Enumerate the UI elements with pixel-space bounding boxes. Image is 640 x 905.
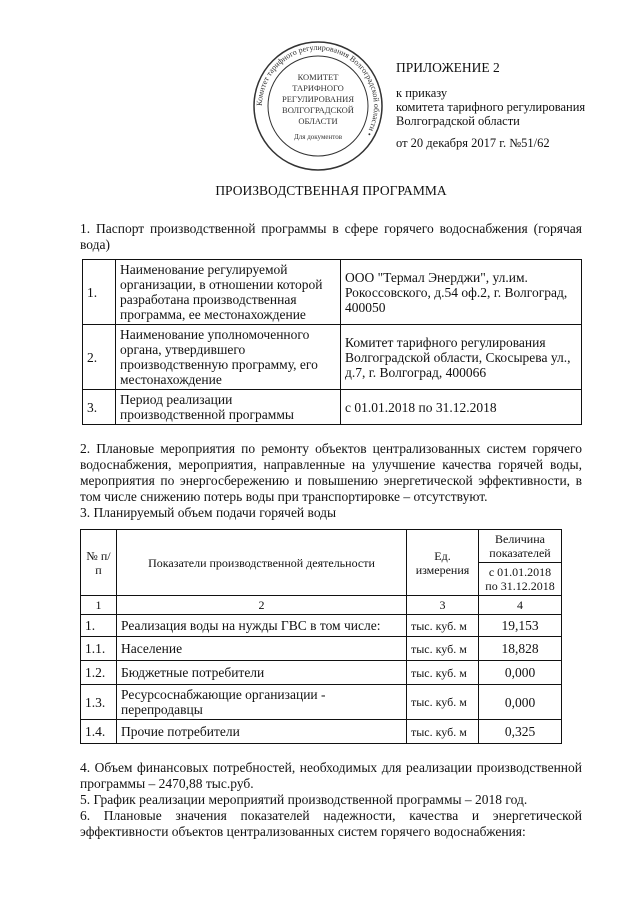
row-label: Период реализации производственной программы [116,390,341,425]
order-line-2: комитета тарифного регулирования [396,100,586,114]
page-title: ПРОИЗВОДСТВЕННАЯ ПРОГРАММА [215,183,447,198]
col-number: 2 [117,596,407,615]
svg-text:ТАРИФНОГО: ТАРИФНОГО [292,83,344,93]
header-indicator: Показатели производственной деятельности [117,530,407,596]
row-unit: тыс. куб. м [407,720,479,744]
row-name: Население [117,637,407,661]
row-value: 0,000 [479,685,562,720]
appendix-label: ПРИЛОЖЕНИЕ 2 [396,60,500,75]
row-name: Прочие потребители [117,720,407,744]
document-body [80,183,582,840]
section-1-heading: 1. Паспорт производственной программы в сфере горячего водоснабжения (горячая вода) [80,221,582,252]
table-row [81,685,562,720]
column-numbers-row [81,596,562,615]
section-3-heading: 3. Планируемый объем подачи горячей воды [80,505,337,520]
order-reference [396,86,585,150]
header-value: Величина показателей [479,530,562,563]
table-row [81,720,562,744]
row-label: Наименование регулируемой организации, в отношении которой разработана производственная программа, ее местонахождение [116,260,341,325]
row-value: Комитет тарифного регулирования Волгоградской области, Скосырева ул., д.7, г. Волгоград, 400066 [341,325,582,390]
row-number: 1.2. [81,661,117,685]
table-row [81,615,562,637]
table-row [83,325,582,390]
row-unit: тыс. куб. м [407,637,479,661]
order-line-1: к приказу [396,86,448,100]
row-name: Бюджетные потребители [117,661,407,685]
svg-text:Для документов: Для документов [293,133,343,141]
row-value: 19,153 [479,615,562,637]
row-number: 1. [83,260,116,325]
svg-text:КОМИТЕТ: КОМИТЕТ [297,72,339,82]
row-value: 0,000 [479,661,562,685]
section-5-text: 5. График реализации мероприятий производственной программы – 2018 год. [80,792,528,807]
header-num: № п/п [81,530,117,596]
row-value: 0,325 [479,720,562,744]
header-period: с 01.01.2018 по 31.12.2018 [479,563,562,596]
col-number: 3 [407,596,479,615]
row-unit: тыс. куб. м [407,685,479,720]
row-name: Реализация воды на нужды ГВС в том числе: [117,615,407,637]
row-unit: тыс. куб. м [407,615,479,637]
row-number: 1.4. [81,720,117,744]
table-row [81,637,562,661]
order-line-3: Волгоградской области [396,114,520,128]
col-number: 4 [479,596,562,615]
row-value: 18,828 [479,637,562,661]
volume-table [80,529,562,744]
table-row [83,390,582,425]
section-2-text: 2. Плановые мероприятия по ремонту объектов централизованных систем горячего водоснабжения, мероприятия, направленные на улучшение качества горячей воды, мероприятия по энергосбережению и повышению энергетической эффективности, в том числе снижению потерь воды при транспортировке – отсутствуют. [80,441,582,504]
row-value: ООО "Термал Энерджи", ул.им. Рокоссовского, д.54 оф.2, г. Волгоград, 400050 [341,260,582,325]
header-unit: Ед. измерения [407,530,479,596]
row-number: 3. [83,390,116,425]
section-4-text: 4. Объем финансовых потребностей, необходимых для реализации производственной программы – 2470,88 тыс.руб. [80,760,582,791]
row-unit: тыс. куб. м [407,661,479,685]
svg-text:Комитет тарифного регулировани: Комитет тарифного регулирования Волгоградской области • [254,42,382,138]
official-stamp [250,38,386,174]
table-row [81,661,562,685]
col-number: 1 [81,596,117,615]
row-number: 2. [83,325,116,390]
row-number: 1. [81,615,117,637]
row-number: 1.3. [81,685,117,720]
row-number: 1.1. [81,637,117,661]
row-value: с 01.01.2018 по 31.12.2018 [341,390,582,425]
svg-text:ОБЛАСТИ: ОБЛАСТИ [298,116,338,126]
row-label: Наименование уполномоченного органа, утвердившего производственную программу, его местонахождение [116,325,341,390]
passport-table [82,259,582,425]
section-6-text: 6. Плановые значения показателей надежности, качества и энергетической эффективности объектов централизованных систем горячего водоснабжения: [80,808,582,839]
svg-text:РЕГУЛИРОВАНИЯ: РЕГУЛИРОВАНИЯ [282,94,354,104]
svg-text:ВОЛГОГРАДСКОЙ: ВОЛГОГРАДСКОЙ [282,105,354,115]
row-name: Ресурсоснабжающие организации - перепродавцы [117,685,407,720]
table-row [83,260,582,325]
order-date: от 20 декабря 2017 г. №51/62 [396,136,550,150]
